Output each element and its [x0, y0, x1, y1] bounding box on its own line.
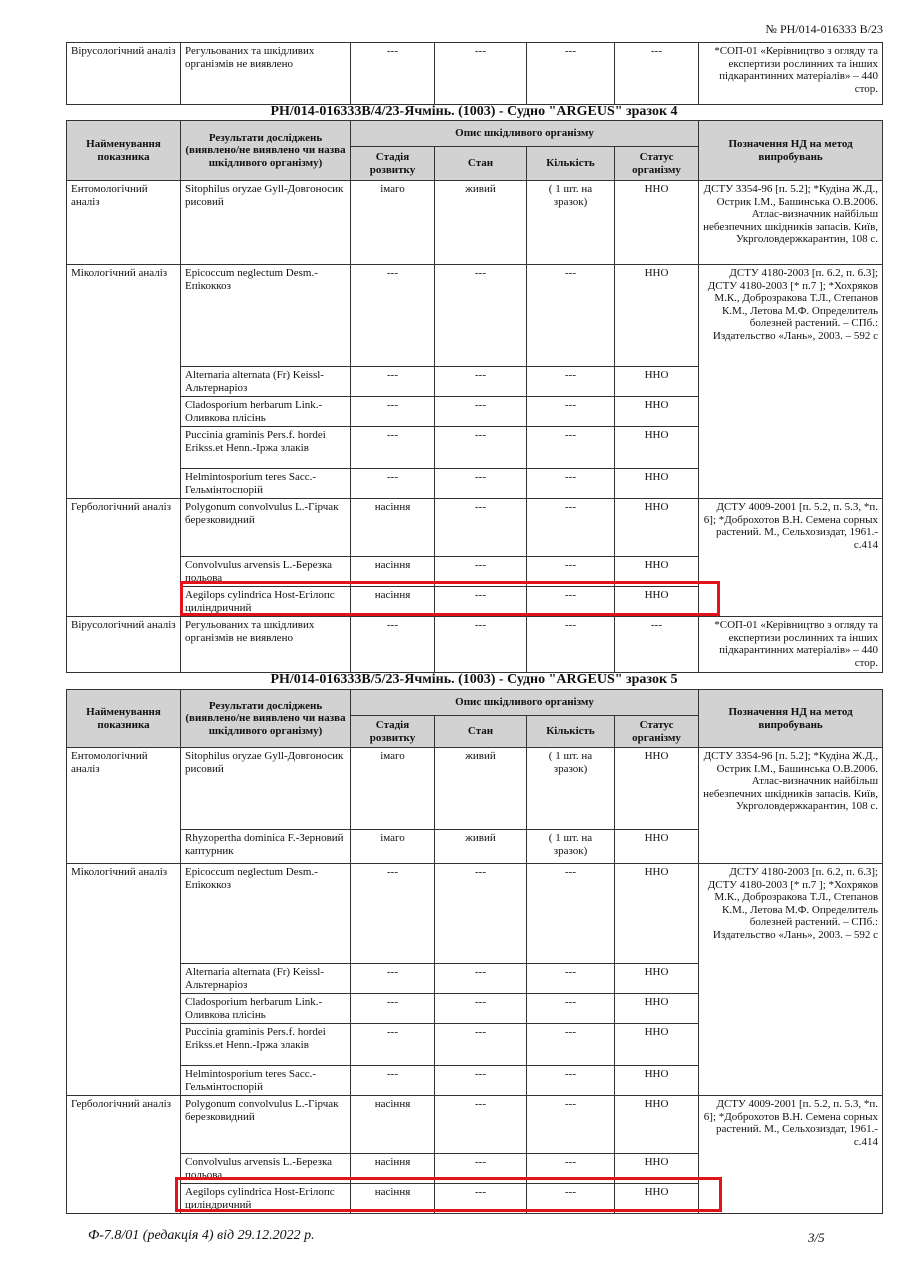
result-cell: Puccinia graminis Pers.f. hordei Erikss.et Henn.-Іржа злаків	[181, 427, 351, 469]
status-cell: ННО	[615, 427, 699, 469]
stage-cell: насіння	[351, 557, 435, 587]
status-cell: ННО	[615, 557, 699, 587]
footer-form-revision: Ф-7.8/01 (редакція 4) від 29.12.2022 р.	[88, 1228, 315, 1243]
quantity-cell: ---	[527, 587, 615, 617]
status-cell: ННО	[615, 499, 699, 557]
indicator-cell: Ентомологічний аналіз	[67, 181, 181, 265]
quantity-cell: ---	[527, 1096, 615, 1154]
quantity-cell: ---	[527, 557, 615, 587]
method-cell: *СОП-01 «Керівництво з огляду та експертизи рослинних та інших підкарантинних матеріалів» – 440 стор.	[699, 43, 883, 105]
header-method: Позначення НД на метод випробувань	[699, 121, 883, 181]
indicator-cell: Ентомологічний аналіз	[67, 748, 181, 864]
quantity-cell: ---	[527, 994, 615, 1024]
state-cell: ---	[435, 499, 527, 557]
state-cell: ---	[435, 397, 527, 427]
quantity-cell: ---	[527, 367, 615, 397]
status-cell: ННО	[615, 748, 699, 830]
status-cell: ННО	[615, 1154, 699, 1184]
status-cell: ННО	[615, 367, 699, 397]
stage-cell: ---	[351, 964, 435, 994]
state-cell: ---	[435, 994, 527, 1024]
state-cell: ---	[435, 469, 527, 499]
quantity-cell: ---	[527, 499, 615, 557]
stage-cell: імаго	[351, 830, 435, 864]
status-cell: ННО	[615, 587, 699, 617]
status-cell: ННО	[615, 265, 699, 367]
quantity-cell: ( 1 шт. на зразок)	[527, 181, 615, 265]
quantity-cell: ---	[527, 427, 615, 469]
table-row	[67, 748, 883, 830]
result-cell: Sitophilus oryzae Gyll-Довгоносик рисовий	[181, 181, 351, 265]
result-cell: Aegilops cylindrica Host-Егілопс циліндричний	[181, 1184, 351, 1214]
method-cell: ДСТУ 4009-2001 [п. 5.2, п. 5.3, *п. 6]; *Доброхотов В.Н. Семена сорных растений. М., Сельхозиздат, 1961.- с.414	[699, 499, 883, 617]
result-cell: Polygonum convolvulus L.-Гірчак березковидний	[181, 1096, 351, 1154]
stage-cell: насіння	[351, 587, 435, 617]
header-results: Результати досліджень (виявлено/не виявлено чи назва шкідливого організму)	[181, 690, 351, 748]
state-cell: ---	[435, 427, 527, 469]
state-cell: ---	[435, 43, 527, 105]
state-cell: живий	[435, 748, 527, 830]
state-cell: ---	[435, 1154, 527, 1184]
header-method: Позначення НД на метод випробувань	[699, 690, 883, 748]
result-cell: Rhyzopertha dominica F.-Зерновий каптурник	[181, 830, 351, 864]
table-row	[67, 265, 883, 367]
stage-cell: ---	[351, 427, 435, 469]
state-cell: ---	[435, 964, 527, 994]
state-cell: ---	[435, 1184, 527, 1214]
state-cell: ---	[435, 864, 527, 964]
table-row	[67, 864, 883, 964]
indicator-cell: Вірусологічний аналіз	[67, 43, 181, 105]
status-cell: ННО	[615, 397, 699, 427]
result-cell: Alternaria alternata (Fr) Keissl-Альтернаріоз	[181, 964, 351, 994]
sample-5-title: РН/014-016333В/5/23-Ячмінь. (1003) - Судно "ARGEUS" зразок 5	[270, 672, 678, 687]
status-cell: ННО	[615, 469, 699, 499]
state-cell: ---	[435, 557, 527, 587]
header-status: Статус організму	[615, 147, 699, 181]
quantity-cell: ---	[527, 265, 615, 367]
quantity-cell: ---	[527, 397, 615, 427]
status-cell: ННО	[615, 1096, 699, 1154]
stage-cell: ---	[351, 864, 435, 964]
stage-cell: насіння	[351, 1184, 435, 1214]
state-cell: ---	[435, 1024, 527, 1066]
result-cell: Alternaria alternata (Fr) Keissl-Альтернаріоз	[181, 367, 351, 397]
quantity-cell: ( 1 шт. на зразок)	[527, 748, 615, 830]
header-quantity: Кількість	[527, 716, 615, 748]
state-cell: ---	[435, 265, 527, 367]
result-cell: Convolvulus arvensis L.-Березка польова	[181, 557, 351, 587]
stage-cell: насіння	[351, 499, 435, 557]
status-cell: ННО	[615, 864, 699, 964]
status-cell: ---	[615, 43, 699, 105]
status-cell: ННО	[615, 181, 699, 265]
header-state: Стан	[435, 716, 527, 748]
state-cell: ---	[435, 587, 527, 617]
stage-cell: ---	[351, 367, 435, 397]
status-cell: ННО	[615, 1024, 699, 1066]
state-cell: живий	[435, 830, 527, 864]
quantity-cell: ---	[527, 864, 615, 964]
quantity-cell: ---	[527, 1184, 615, 1214]
stage-cell: ---	[351, 617, 435, 673]
quantity-cell: ---	[527, 964, 615, 994]
table-row	[67, 181, 883, 265]
header-results: Результати досліджень (виявлено/не виявлено чи назва шкідливого організму)	[181, 121, 351, 181]
stage-cell: ---	[351, 1024, 435, 1066]
quantity-cell: ---	[527, 469, 615, 499]
stage-cell: ---	[351, 994, 435, 1024]
quantity-cell: ( 1 шт. на зразок)	[527, 830, 615, 864]
indicator-cell: Гербологічний аналіз	[67, 1096, 181, 1214]
stage-cell: імаго	[351, 748, 435, 830]
result-cell: Helmintosporium teres Sacc.-Гельмінтоспорій	[181, 1066, 351, 1096]
document-number: № РН/014-016333 В/23	[765, 22, 883, 36]
state-cell: ---	[435, 367, 527, 397]
status-cell: ННО	[615, 994, 699, 1024]
quantity-cell: ---	[527, 617, 615, 673]
state-cell: ---	[435, 1096, 527, 1154]
stage-cell: насіння	[351, 1096, 435, 1154]
status-cell: ННО	[615, 1184, 699, 1214]
header-status: Статус організму	[615, 716, 699, 748]
result-cell: Cladosporium herbarum Link.-Оливкова плісінь	[181, 397, 351, 427]
method-cell: ДСТУ 4009-2001 [п. 5.2, п. 5.3, *п. 6]; *Доброхотов В.Н. Семена сорных растений. М., Сельхозиздат, 1961.- с.414	[699, 1096, 883, 1214]
header-indicator: Найменування показника	[67, 690, 181, 748]
result-cell: Puccinia graminis Pers.f. hordei Erikss.et Henn.-Іржа злаків	[181, 1024, 351, 1066]
header-stage: Стадія розвитку	[351, 716, 435, 748]
result-cell: Helmintosporium teres Sacc.-Гельмінтоспорій	[181, 469, 351, 499]
result-cell: Регульованих та шкідливих організмів не виявлено	[181, 617, 351, 673]
stage-cell: ---	[351, 469, 435, 499]
stage-cell: ---	[351, 397, 435, 427]
table-header-row	[67, 690, 883, 716]
stage-cell: насіння	[351, 1154, 435, 1184]
stage-cell: ---	[351, 1066, 435, 1096]
result-cell: Cladosporium herbarum Link.-Оливкова плісінь	[181, 994, 351, 1024]
table-row	[67, 499, 883, 557]
stage-cell: ---	[351, 265, 435, 367]
method-cell: ДСТУ 3354-96 [п. 5.2]; *Кудіна Ж.Д., Острик І.М., Башинська О.В.2006. Атлас-визначник найбільш небезпечних шкідників запасів. Київ, Укрголовдержкарантин, 108 с.	[699, 748, 883, 864]
result-cell: Polygonum convolvulus L.-Гірчак березковидний	[181, 499, 351, 557]
header-indicator: Найменування показника	[67, 121, 181, 181]
method-cell: ДСТУ 3354-96 [п. 5.2]; *Кудіна Ж.Д., Острик І.М., Башинська О.В.2006. Атлас-визначник найбільш небезпечних шкідників запасів. Київ, Укрголовдержкарантин, 108 с.	[699, 181, 883, 265]
quantity-cell: ---	[527, 1066, 615, 1096]
continuation-table	[66, 42, 883, 105]
result-cell: Регульованих та шкідливих організмів не виявлено	[181, 43, 351, 105]
state-cell: ---	[435, 617, 527, 673]
method-cell: ДСТУ 4180-2003 [п. 6.2, п. 6.3]; ДСТУ 4180-2003 [* п.7 ]; *Хохряков М.К., Доброзракова Т.Л., Степанов К.М., Летова М.Ф. Определитель болезней растений. – СПб.: Издательство «Лань», 2003. – 592 с	[699, 265, 883, 499]
quantity-cell: ---	[527, 1024, 615, 1066]
quantity-cell: ---	[527, 43, 615, 105]
result-cell: Epicoccum neglectum Desm.-Епікоккоз	[181, 864, 351, 964]
result-cell: Convolvulus arvensis L.-Березка польова	[181, 1154, 351, 1184]
status-cell: ---	[615, 617, 699, 673]
header-state: Стан	[435, 147, 527, 181]
state-cell: ---	[435, 1066, 527, 1096]
status-cell: ННО	[615, 1066, 699, 1096]
method-cell: ДСТУ 4180-2003 [п. 6.2, п. 6.3]; ДСТУ 4180-2003 [* п.7 ]; *Хохряков М.К., Доброзракова Т.Л., Степанов К.М., Летова М.Ф. Определитель болезней растений. – СПб.: Издательство «Лань», 2003. – 592 с	[699, 864, 883, 1096]
table-header-row	[67, 121, 883, 147]
table-row	[67, 617, 883, 673]
header-organism-desc: Опис шкідливого організму	[351, 690, 699, 716]
indicator-cell: Вірусологічний аналіз	[67, 617, 181, 673]
indicator-cell: Мікологічний аналіз	[67, 265, 181, 499]
status-cell: ННО	[615, 964, 699, 994]
sample-4-table	[66, 120, 883, 673]
header-stage: Стадія розвитку	[351, 147, 435, 181]
method-cell: *СОП-01 «Керівництво з огляду та експертизи рослинних та інших підкарантинних матеріалів» – 440 стор.	[699, 617, 883, 673]
result-cell: Sitophilus oryzae Gyll-Довгоносик рисовий	[181, 748, 351, 830]
indicator-cell: Гербологічний аналіз	[67, 499, 181, 617]
result-cell: Epicoccum neglectum Desm.-Епікоккоз	[181, 265, 351, 367]
sample-4-title: РН/014-016333В/4/23-Ячмінь. (1003) - Судно "ARGEUS" зразок 4	[270, 104, 678, 119]
footer-page-number: 3/5	[808, 1230, 825, 1245]
stage-cell: імаго	[351, 181, 435, 265]
stage-cell: ---	[351, 43, 435, 105]
table-row	[67, 1096, 883, 1154]
table-row	[67, 43, 883, 105]
quantity-cell: ---	[527, 1154, 615, 1184]
header-quantity: Кількість	[527, 147, 615, 181]
indicator-cell: Мікологічний аналіз	[67, 864, 181, 1096]
sample-5-table	[66, 689, 883, 1214]
header-organism-desc: Опис шкідливого організму	[351, 121, 699, 147]
result-cell: Aegilops cylindrica Host-Егілопс циліндричний	[181, 587, 351, 617]
status-cell: ННО	[615, 830, 699, 864]
state-cell: живий	[435, 181, 527, 265]
